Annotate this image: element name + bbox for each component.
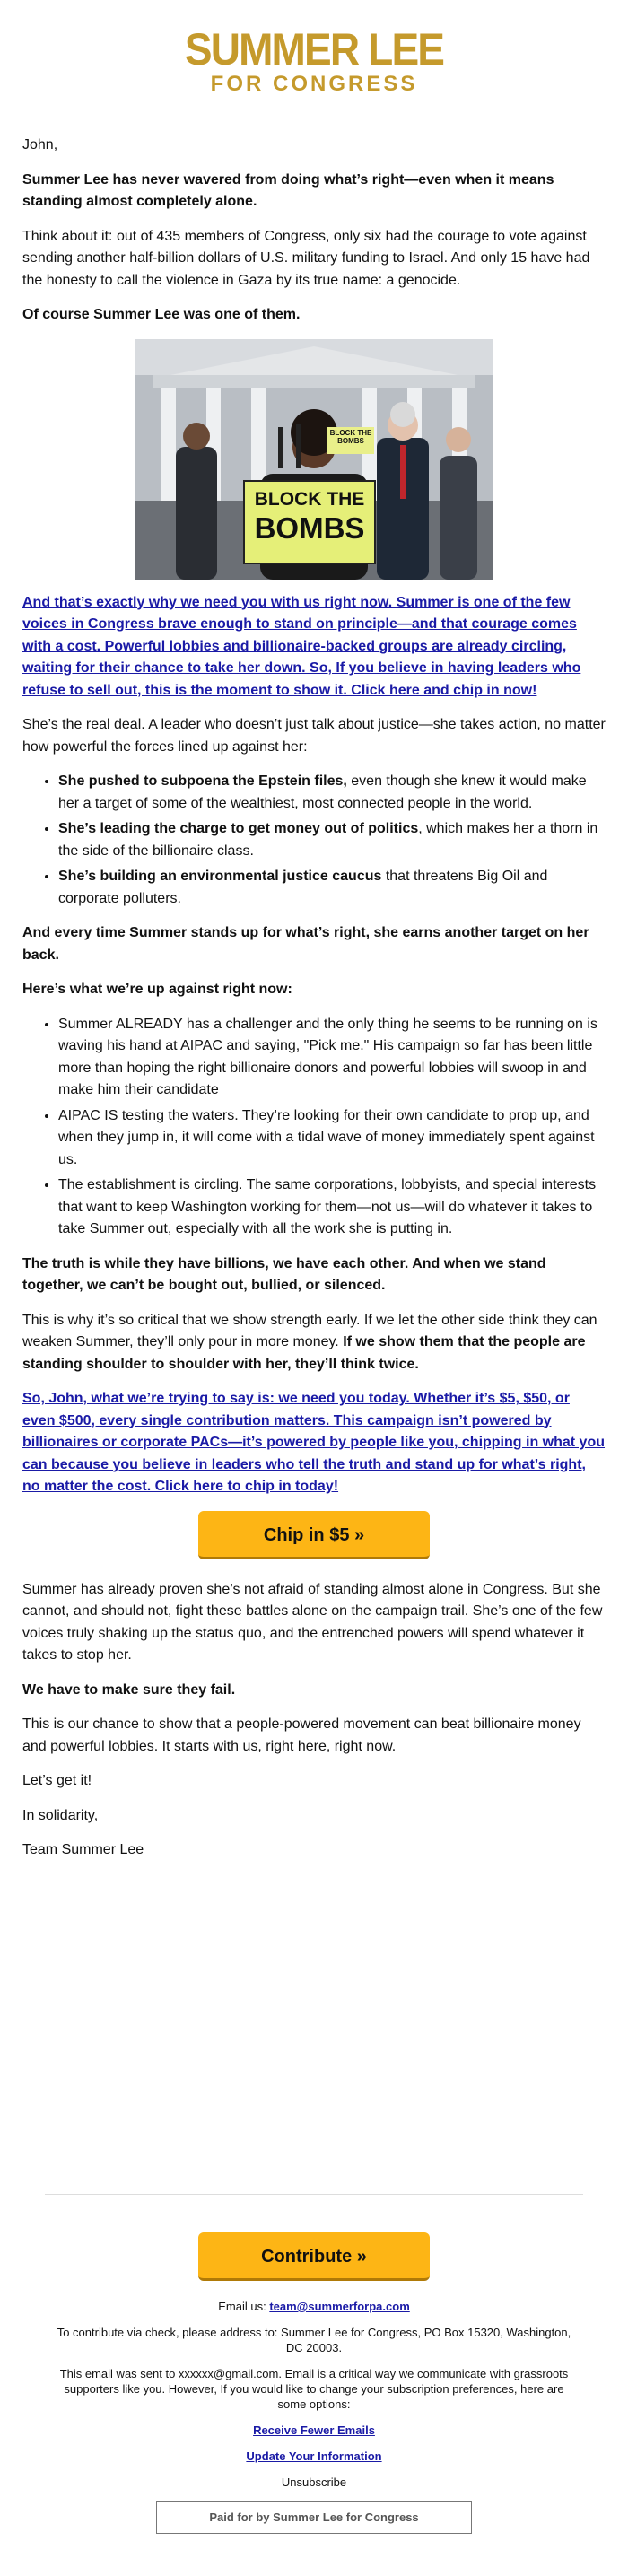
protest-sign-line-1: BLOCK THE	[254, 488, 365, 510]
contribute-button[interactable]: Contribute »	[198, 2232, 430, 2281]
list-item: • Summer ALREADY has a challenger and the only thing he seems to be running on is waving his hand at AIPAC and saying, "Pick me." His campaign so far has been little more than hoping the right billionaire donors and powerful lobbies will swoop in and make him their candidate	[58, 1014, 606, 1102]
intro-statement: Summer Lee has never wavered from doing what’s right—even when it means standing almost completely alone.	[22, 171, 554, 209]
every-time-statement: And every time Summer stands up for what’s right, she earns another target on her back.	[22, 925, 589, 963]
small-protest-sign-text: BLOCK THE BOMBS	[329, 428, 372, 445]
accomplishments-list	[22, 771, 606, 910]
of-course-statement: Of course Summer Lee was one of them.	[22, 307, 301, 322]
protest-sign	[244, 488, 375, 546]
contribute-button-wrap	[0, 2232, 628, 2281]
unsubscribe-link[interactable]: Unsubscribe	[281, 2476, 347, 2489]
real-deal-paragraph: She’s the real deal. A leader who doesn’t just talk about justice—she takes action, no matter how powerful the forces lined up against her:	[22, 717, 606, 755]
contact-email-link[interactable]: team@summerforpa.com	[269, 2300, 410, 2313]
critical-paragraph: This is why it’s so critical that we show strength early. If we let the other side think they can weaken Summer, they’ll only pour in more money. If we show them that the people are standing shoulder to shoulder with her, they’ll think twice.	[22, 1312, 597, 1372]
campaign-logo	[0, 0, 628, 109]
protest-sign-line-2: BOMBS	[254, 511, 365, 545]
greeting: John,	[22, 137, 58, 153]
logo-subtitle: FOR CONGRESS	[210, 72, 418, 96]
donate-link-secondary[interactable]: So, John, what we’re trying to say is: we need you today. Whether it’s $5, $50, or even $500, every single contribution matters. This campaign isn’t powered by billionaires or corporate PACs—it’s powered by people like you, chipping in what you can because you believe in leaders who tell the truth and stand up for what’s right, no matter the cost. Click here to chip in today!	[22, 1391, 605, 1494]
rally-photo	[135, 339, 493, 580]
lets-get-it: Let’s get it!	[22, 1773, 92, 1788]
contact-email-line: Email us: team@summerforpa.com	[218, 2300, 410, 2313]
donate-link-primary[interactable]: And that’s exactly why we need you with us right now. Summer is one of the few voices in Congress brave enough to stand on principle—and that courage comes with a cost. Powerful lobbies and billionaire-backed groups are already circling, waiting for their chance to take her down. So, If you believe in having leaders who refuse to sell out, this is the moment to show it. Click here and chip in now!	[22, 594, 581, 698]
threats-list	[22, 1014, 606, 1241]
sign-off: In solidarity,	[22, 1807, 99, 1823]
list-item: • The establishment is circling. The same corporations, lobbyists, and special interests that want to keep Washington working for them—not us—will do whatever it takes to take Summer out, especially with all the work she is putting in.	[58, 1174, 606, 1241]
receive-fewer-emails-link[interactable]: Receive Fewer Emails	[253, 2423, 375, 2437]
email-footer	[0, 2194, 628, 2534]
logo-name: SUMMER LEE	[184, 24, 444, 74]
chance-paragraph: This is our chance to show that a people-powered movement can beat billionaire money and powerful lobbies. It starts with us, right here, right now.	[22, 1716, 581, 1754]
truth-statement: The truth is while they have billions, we have each other. And when we stand together, we can’t be bought out, bullied, or silenced.	[22, 1255, 546, 1293]
subscription-notice: This email was sent to xxxxxx@gmail.com. Email is a critical way we communicate with grassroots supporters like you. However, If you would like to change your subscription preferences, here are some options:	[59, 2367, 569, 2411]
footer-divider	[45, 2194, 583, 2195]
paid-for-disclaimer: Paid for by Summer Lee for Congress	[156, 2501, 472, 2534]
list-item: • AIPAC IS testing the waters. They’re looking for their own candidate to prop up, and when they jump in, it will come with a tidal wave of money immediately spent against us.	[58, 1105, 606, 1172]
email-body	[22, 135, 606, 1874]
signature: Team Summer Lee	[22, 1842, 144, 1857]
check-instructions: To contribute via check, please address to: Summer Lee for Congress, PO Box 15320, Washington, DC 20003.	[57, 2326, 571, 2354]
list-item: • She’s leading the charge to get money out of politics, which makes her a thorn in the side of the billionaire class.	[58, 818, 606, 862]
list-item: • She’s building an environmental justice caucus that threatens Big Oil and corporate polluters.	[58, 866, 606, 910]
make-sure-statement: We have to make sure they fail.	[22, 1681, 236, 1698]
up-against-heading: Here’s what we’re up against right now:	[22, 982, 292, 997]
chip-in-button-wrap	[22, 1511, 606, 1559]
update-information-link[interactable]: Update Your Information	[246, 2449, 382, 2463]
list-item: • She pushed to subpoena the Epstein files, even though she knew it would make her a target of some of the wealthiest, most connected people in the world.	[58, 771, 606, 815]
chip-in-button[interactable]: Chip in $5 »	[198, 1511, 430, 1559]
already-proven-paragraph: Summer has already proven she’s not afraid of standing almost alone in Congress. But she cannot, and should not, fight these battles alone on the campaign trail. She’s one of the few voices truly shaking up the status quo, and the entrenched powers will spend whatever it takes to stop her.	[22, 1581, 603, 1663]
think-about-it-paragraph: Think about it: out of 435 members of Congress, only six had the courage to vote against sending another half-billion dollars of U.S. military funding to Israel. And only 15 have had the honesty to call the violence in Gaza by its true name: a genocide.	[22, 228, 590, 288]
